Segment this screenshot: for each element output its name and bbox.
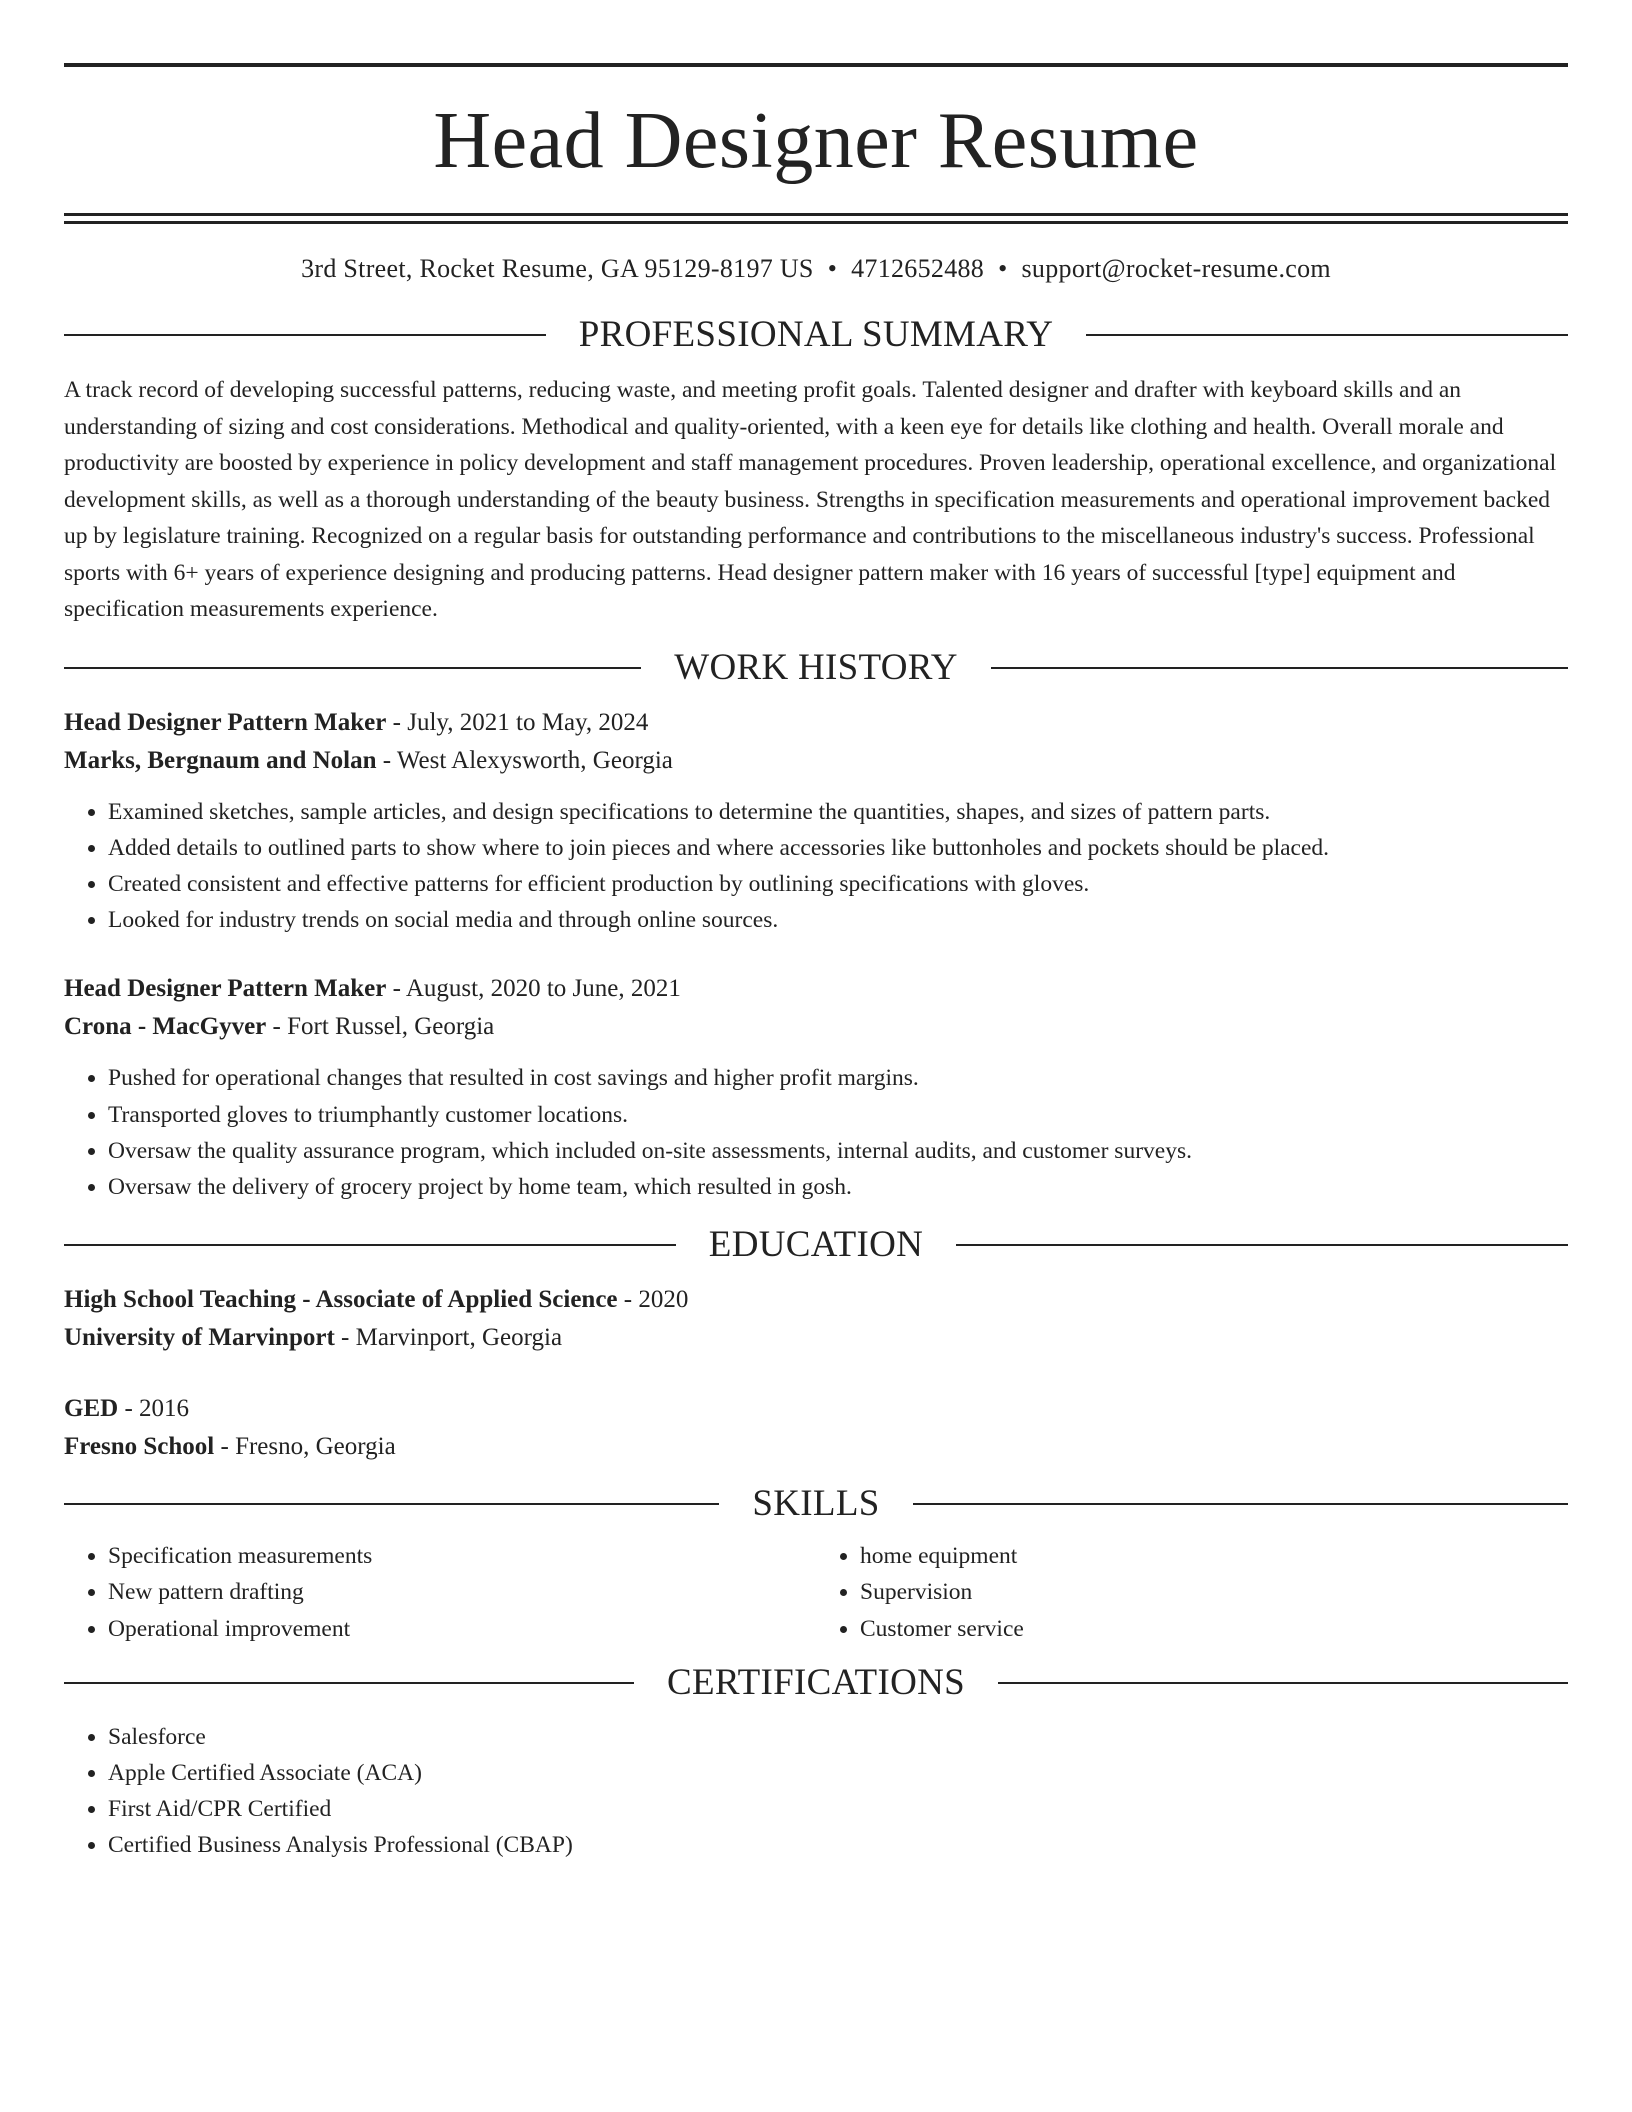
work-heading (64, 646, 1568, 690)
heading-rule-right (956, 1244, 1568, 1246)
contact-phone: 4712652488 (851, 254, 985, 283)
list-item: • Transported gloves to triumphantly customer locations. (108, 1097, 1568, 1133)
heading-rule-left (64, 1244, 676, 1246)
degree-line (64, 1390, 1568, 1428)
work-entry (64, 970, 1568, 1205)
job-title-line (64, 970, 1568, 1008)
education-entry (64, 1281, 1568, 1357)
degree-line (64, 1281, 1568, 1319)
degree-name: High School Teaching - Associate of Applied Science (64, 1286, 618, 1314)
degree-year: - 2016 (118, 1395, 190, 1423)
title-double-rule (64, 213, 1568, 224)
heading-rule-right (998, 1682, 1568, 1684)
company-line (64, 742, 1568, 780)
degree-name: GED (64, 1395, 119, 1423)
list-item: • Added details to outlined parts to show where to join pieces and where accessories like buttonholes and pockets should be placed. (108, 830, 1568, 866)
list-item: • Looked for industry trends on social media and through online sources. (108, 902, 1568, 938)
job-title: Head Designer Pattern Maker (64, 708, 387, 736)
list-item: • Salesforce (108, 1719, 1568, 1755)
skills-heading (64, 1482, 1568, 1526)
degree-year: - 2020 (617, 1286, 689, 1314)
work-heading-label: WORK HISTORY (674, 646, 958, 688)
skills-heading-label: SKILLS (752, 1483, 880, 1525)
summary-text: A track record of developing successful patterns, reducing waste, and meeting profit goals. Talented designer and drafter with keyboard skills and an understanding of sizing and cost considerations. Methodical and quality-oriented, with a keen eye for details like clothing and health. Overall morale and productivity are boosted by experience in policy development and staff management procedures. Proven leadership, operational excellence, and organizational development skills, as well as a thorough understanding of the beauty business. Strengths in specification measurements and operational improvement backed up by legislature training. Recognized on a regular basis for outstanding performance and contributions to the miscellaneous industry's success. Professional sports with 6+ years of experience designing and producing patterns. Head designer pattern maker with 16 years of successful [type] equipment and specification measurements experience. (64, 377, 1557, 622)
job-dates: - July, 2021 to May, 2024 (386, 708, 649, 736)
resume-page (64, 0, 1568, 1864)
list-item: • Supervision (860, 1574, 1568, 1610)
company-location: - West Alexysworth, Georgia (376, 746, 673, 774)
heading-rule-left (64, 667, 641, 669)
work-entry (64, 704, 1568, 939)
list-item: • Pushed for operational changes that resulted in cost savings and higher profit margins. (108, 1060, 1568, 1096)
contact-separator: • (827, 254, 838, 283)
company-name: Crona - MacGyver (64, 1013, 267, 1041)
list-item: • Customer service (860, 1611, 1568, 1647)
company-name: Marks, Bergnaum and Nolan (64, 746, 377, 774)
heading-rule-left (64, 334, 546, 336)
summary-heading-label: PROFESSIONAL SUMMARY (578, 314, 1054, 355)
company-location: - Fort Russel, Georgia (266, 1013, 495, 1041)
education-heading-label: EDUCATION (708, 1224, 924, 1266)
list-item: • Apple Certified Associate (ACA) (108, 1755, 1568, 1791)
company-line (64, 1008, 1568, 1046)
contact-line (64, 253, 1568, 285)
school-line (64, 1319, 1568, 1357)
heading-rule-right (913, 1503, 1568, 1505)
contact-separator: • (998, 254, 1008, 283)
contact-address: 3rd Street, Rocket Resume, GA 95129-8197 US (301, 254, 814, 283)
certifications-heading (64, 1661, 1568, 1705)
skills-list (64, 1538, 1568, 1647)
heading-rule-left (64, 1503, 719, 1505)
school-name: Fresno School (64, 1433, 215, 1461)
job-bullets (64, 794, 1568, 939)
summary-heading (64, 313, 1568, 357)
list-item: • Oversaw the delivery of grocery project by home team, which resulted in gosh. (108, 1169, 1568, 1205)
list-item: • Specification measurements (108, 1538, 816, 1574)
education-entry (64, 1390, 1568, 1466)
contact-email: support@rocket-resume.com (1021, 254, 1331, 283)
list-item: • First Aid/CPR Certified (108, 1791, 1568, 1827)
list-item: • Operational improvement (108, 1611, 816, 1647)
school-location: - Marvinport, Georgia (334, 1324, 563, 1352)
skills-column-right (816, 1538, 1568, 1647)
certifications-list (64, 1719, 1568, 1864)
job-bullets (64, 1060, 1568, 1205)
top-rule (64, 63, 1568, 67)
page-title: Head Designer Resume (433, 97, 1199, 185)
job-title: Head Designer Pattern Maker (64, 975, 387, 1003)
list-item: • home equipment (860, 1538, 1568, 1574)
education-heading (64, 1223, 1568, 1267)
certifications-heading-label: CERTIFICATIONS (667, 1661, 965, 1703)
job-dates: - August, 2020 to June, 2021 (386, 975, 681, 1003)
list-item: • Oversaw the quality assurance program, which included on-site assessments, internal audits, and customer surveys. (108, 1133, 1568, 1169)
skills-column-left (64, 1538, 816, 1647)
list-item: • Certified Business Analysis Professional (CBAP) (108, 1827, 1568, 1863)
job-title-line (64, 704, 1568, 742)
heading-rule-left (64, 1682, 634, 1684)
school-name: University of Marvinport (64, 1324, 335, 1352)
heading-rule-right (991, 667, 1568, 669)
list-item: • Created consistent and effective patterns for efficient production by outlining specifications with gloves. (108, 866, 1568, 902)
school-location: - Fresno, Georgia (214, 1433, 396, 1461)
heading-rule-right (1086, 334, 1568, 336)
list-item: • Examined sketches, sample articles, and design specifications to determine the quantities, shapes, and sizes of pattern parts. (108, 794, 1568, 830)
list-item: • New pattern drafting (108, 1574, 816, 1610)
school-line (64, 1428, 1568, 1466)
